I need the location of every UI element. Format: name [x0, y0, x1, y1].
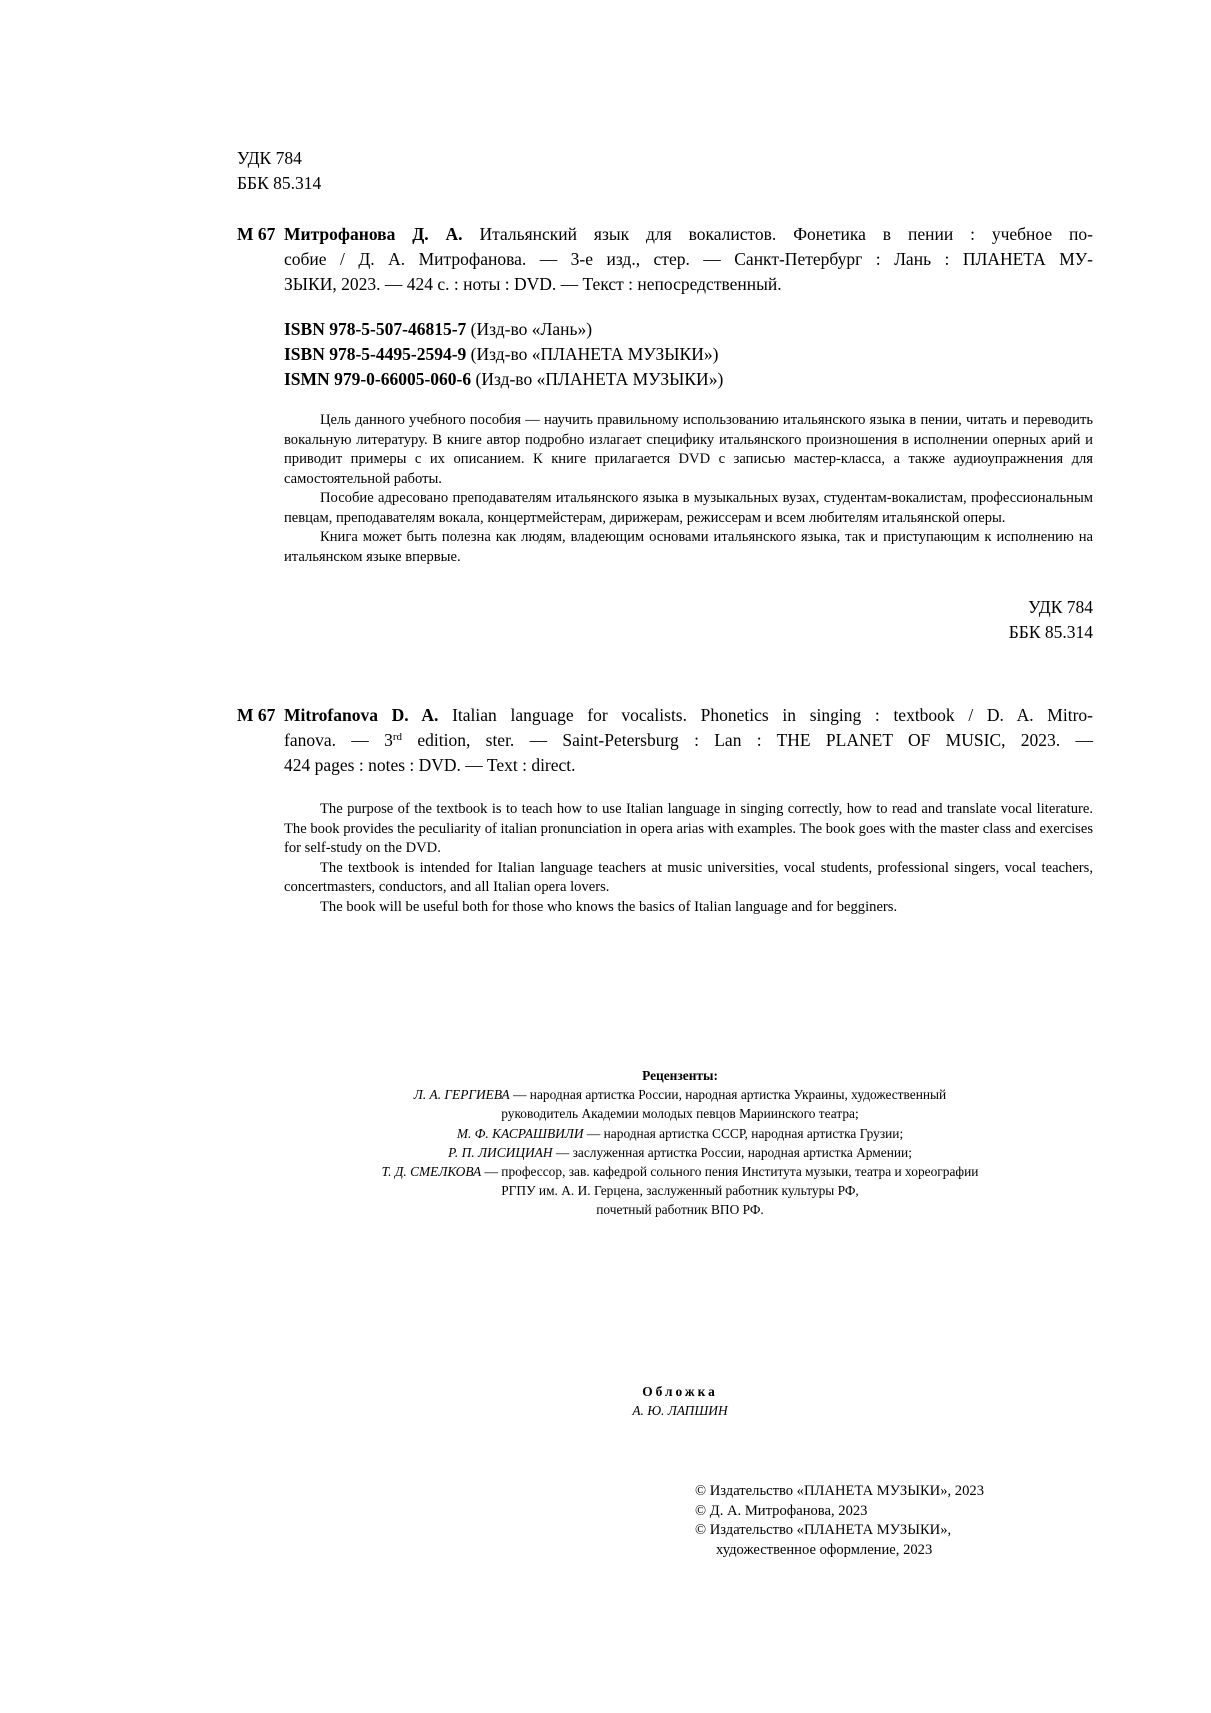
reviewer-name: Л. А. ГЕРГИЕВА — [413, 1087, 510, 1103]
en-abstract-paragraph: The purpose of the textbook is to teach how to use Italian language in singing correctly, how to read and translate vocal literature. The book provides the peculiarity of italian pronunciation in opera arias with examples. The book goes with the master class and exercises for self-study on the DVD. — [284, 801, 1093, 856]
en-entry-line-1-text: Italian language for vocalists. Phonetics in singing : textbook / D. A. Mitro- — [452, 705, 1094, 725]
ru-entry-line-1-text: Итальянский язык для вокалистов. Фонетика в пении : учебное по- — [479, 224, 1093, 244]
copyright-line: художественное оформление, 2023 — [716, 1541, 933, 1558]
reviewer-line — [300, 1085, 1060, 1104]
ru-abstract — [284, 411, 1093, 567]
en-entry-line-3: 424 pages : notes : DVD. — Text : direct. — [284, 755, 576, 775]
reviewer-line — [300, 1181, 1060, 1200]
identifier-ismn — [284, 367, 723, 392]
reviewer-line — [300, 1143, 1060, 1162]
en-entry-line-2-start: fanova. — 3 — [284, 730, 393, 750]
bbk-code: ББК 85.314 — [237, 173, 322, 193]
bbk-code-right: ББК 85.314 — [1008, 622, 1093, 642]
reviewer-name: Р. П. ЛИСИЦИАН — [448, 1144, 553, 1160]
reviewer-line — [300, 1124, 1060, 1143]
classification-top — [237, 146, 321, 196]
en-abstract — [284, 800, 1093, 917]
copyright-block — [695, 1482, 984, 1560]
udk-code-right: УДК 784 — [1028, 597, 1093, 617]
cover-credit — [480, 1382, 880, 1420]
cover-artist: А. Ю. ЛАПШИН — [632, 1403, 728, 1419]
reviewers-block — [300, 1066, 1060, 1220]
reviewer-text: руководитель Академии молодых певцов Мариинского театра; — [501, 1106, 859, 1122]
en-entry-line-1 — [284, 703, 1093, 728]
identifier-label: ISMN 979-0-66005-060-6 — [284, 369, 472, 389]
reviewers-title: Рецензенты: — [642, 1068, 718, 1083]
ru-author-name: Митрофанова Д. А. — [284, 224, 463, 244]
ru-entry-line-2: собие / Д. А. Митрофанова. — 3-е изд., стер. — Санкт-Петербург : Лань : ПЛАНЕТА МУ- — [284, 249, 1093, 269]
en-abstract-paragraph: The book will be useful both for those who knows the basics of Italian language and for begginers. — [320, 898, 898, 915]
reviewer-text: — народная артистка СССР, народная артистка Грузии; — [583, 1125, 904, 1141]
identifier-publisher: (Изд-во «Лань») — [470, 319, 593, 339]
ru-bibliographic-entry — [237, 222, 1093, 297]
reviewer-text: РГПУ им. А. И. Герцена, заслуженный работник культуры РФ, — [501, 1183, 859, 1199]
ru-abstract-paragraph: Пособие адресовано преподавателям итальянского языка в музыкальных вузах, студентам-вокалистам, профессиональным певцам, преподавателям вокала, концертмейстерам, дирижерам, режиссерам и всем любителям итальянской оперы. — [284, 490, 1093, 526]
en-abstract-paragraph: The textbook is intended for Italian language teachers at music universities, vocal students, professional singers, vocal teachers, concertmasters, conductors, and all Italian opera lovers. — [284, 859, 1093, 895]
identifier-label: ISBN 978-5-507-46815-7 — [284, 319, 467, 339]
identifiers — [284, 317, 723, 392]
identifier-isbn-2 — [284, 342, 723, 367]
ru-entry-line-1 — [284, 222, 1093, 247]
identifier-isbn-1 — [284, 317, 723, 342]
identifier-label: ISBN 978-5-4495-2594-9 — [284, 344, 467, 364]
ru-entry-code: М 67 — [237, 224, 276, 244]
classification-right — [1009, 595, 1093, 645]
cover-title: Обложка — [642, 1384, 718, 1399]
identifier-publisher: (Изд-во «ПЛАНЕТА МУЗЫКИ») — [475, 369, 724, 389]
reviewer-name: Т. Д. СМЕЛКОВА — [381, 1164, 482, 1180]
reviewer-name: М. Ф. КАСРАШВИЛИ — [456, 1125, 584, 1141]
en-entry-code: М 67 — [237, 705, 276, 725]
reviewer-text: почетный работник ВПО РФ. — [596, 1202, 764, 1218]
reviewer-text: — народная артистка России, народная артистка Украины, художественный — [509, 1087, 947, 1103]
ru-abstract-paragraph: Цель данного учебного пособия — научить правильному использованию итальянского языка в пении, читать и переводить вокальную литературу. В книге автор подробно излагает специфику итальянского произношения в исполнении оперных арий и приводит примеры с их описанием. К книге прилагается DVD с записью мастер-класса, а также аудиоупражнения для самостоятельной работы. — [284, 412, 1093, 487]
reviewer-line — [300, 1200, 1060, 1219]
en-author-name: Mitrofanova D. A. — [284, 705, 439, 725]
udk-code: УДК 784 — [237, 148, 302, 168]
en-entry-line-2-end: edition, ster. — Saint-Petersburg : Lan : THE PLANET OF MUSIC, 2023. — — [402, 730, 1093, 750]
reviewer-text: — профессор, зав. кафедрой сольного пения Института музыки, театра и хореографии — [481, 1164, 979, 1180]
ordinal-suffix: rd — [392, 731, 403, 743]
ru-abstract-paragraph: Книга может быть полезна как людям, владеющим основами итальянского языка, так и приступающим к исполнению на итальянском языке впервые. — [284, 529, 1093, 565]
ru-entry-line-3: ЗЫКИ, 2023. — 424 с. : ноты : DVD. — Текст : непосредственный. — [284, 274, 782, 294]
identifier-publisher: (Изд-во «ПЛАНЕТА МУЗЫКИ») — [470, 344, 719, 364]
en-bibliographic-entry — [237, 703, 1093, 778]
en-entry-line-2 — [284, 728, 1093, 753]
reviewer-text: — заслуженная артистка России, народная артистка Армении; — [552, 1144, 912, 1160]
copyright-line: © Д. А. Митрофанова, 2023 — [695, 1502, 868, 1519]
copyright-line: © Издательство «ПЛАНЕТА МУЗЫКИ», 2023 — [695, 1483, 984, 1499]
reviewer-line — [300, 1104, 1060, 1123]
reviewer-line — [300, 1162, 1060, 1181]
copyright-line: © Издательство «ПЛАНЕТА МУЗЫКИ», — [695, 1522, 952, 1538]
